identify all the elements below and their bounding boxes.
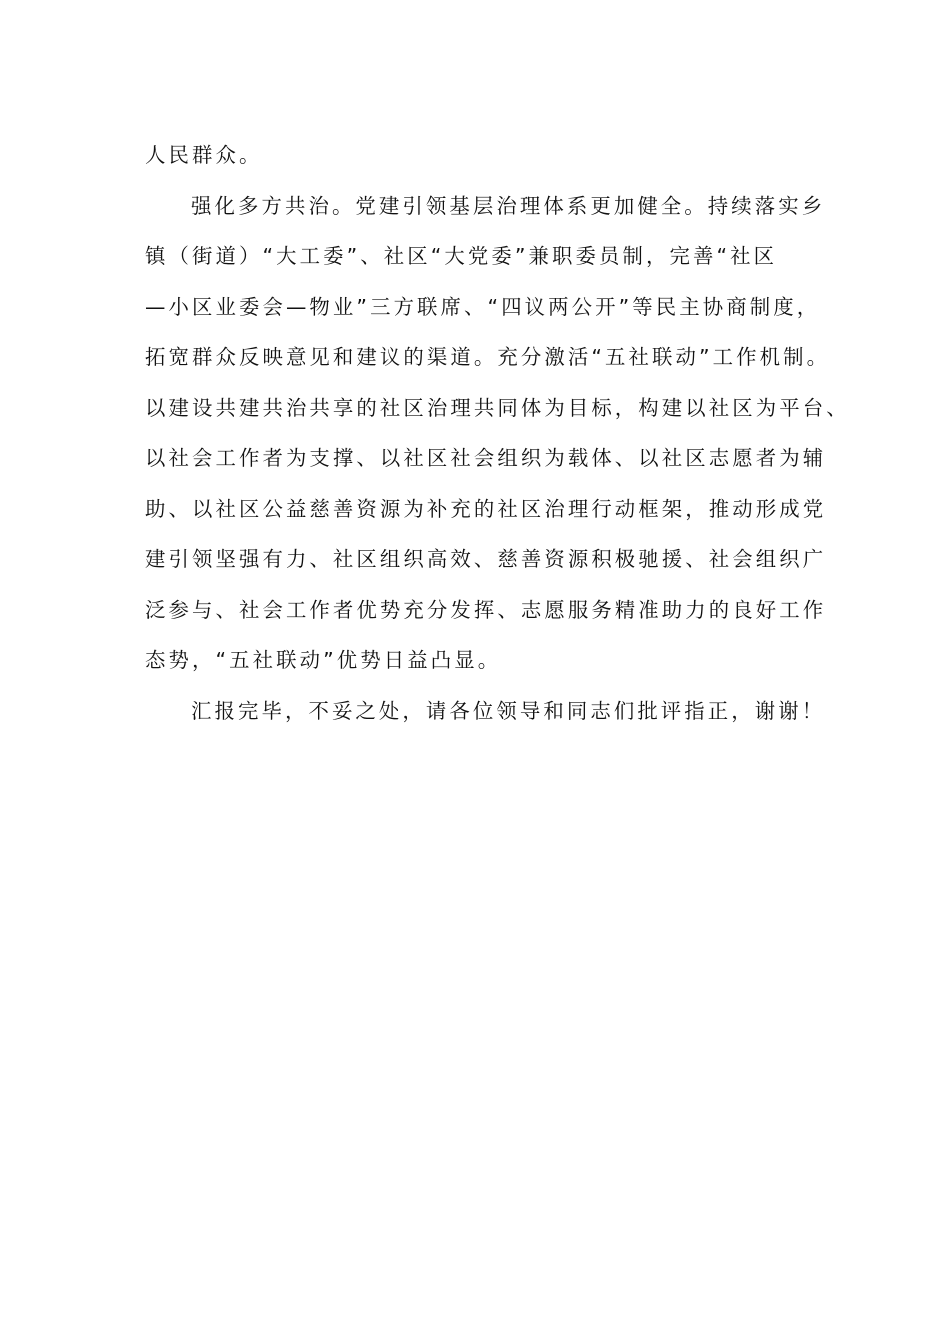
paragraph-2 (145, 181, 850, 686)
text-line: 泛参与、社会工作者优势充分发挥、志愿服务精准助力的良好工作 (145, 597, 827, 622)
text-line: 汇报完毕，不妥之处，请各位领导和同志们批评指正，谢谢！ (191, 698, 826, 723)
paragraph-3 (145, 686, 825, 737)
text-line: 以社会工作者为支撑、以社区社会组织为载体、以社区志愿者为辅 (145, 446, 827, 470)
paragraph-1 (145, 130, 825, 181)
text-line: 人民群众。 (145, 143, 263, 167)
text-line: 态势，“五社联动”优势日益凸显。 (145, 648, 502, 672)
text-line: 强化多方共治。党建引领基层治理体系更加健全。持续落实乡 (191, 193, 826, 218)
text-line: 助、以社区公益慈善资源为补充的社区治理行动框架，推动形成党 (145, 496, 827, 521)
text-line: 以建设共建共治共享的社区治理共同体为目标，构建以社区为平台、 (145, 395, 850, 420)
text-line: —小区业委会—物业”三方联席、“四议两公开”等民主协商制度， (145, 294, 821, 319)
text-line: 拓宽群众反映意见和建议的渠道。充分激活“五社联动”工作机制。 (145, 345, 831, 369)
text-line: 建引领坚强有力、社区组织高效、慈善资源积极驰援、社会组织广 (145, 547, 827, 571)
text-line: 镇（街道）“大工委”、社区“大党委”兼职委员制，完善“社区 (145, 244, 778, 268)
document-body (145, 130, 850, 736)
